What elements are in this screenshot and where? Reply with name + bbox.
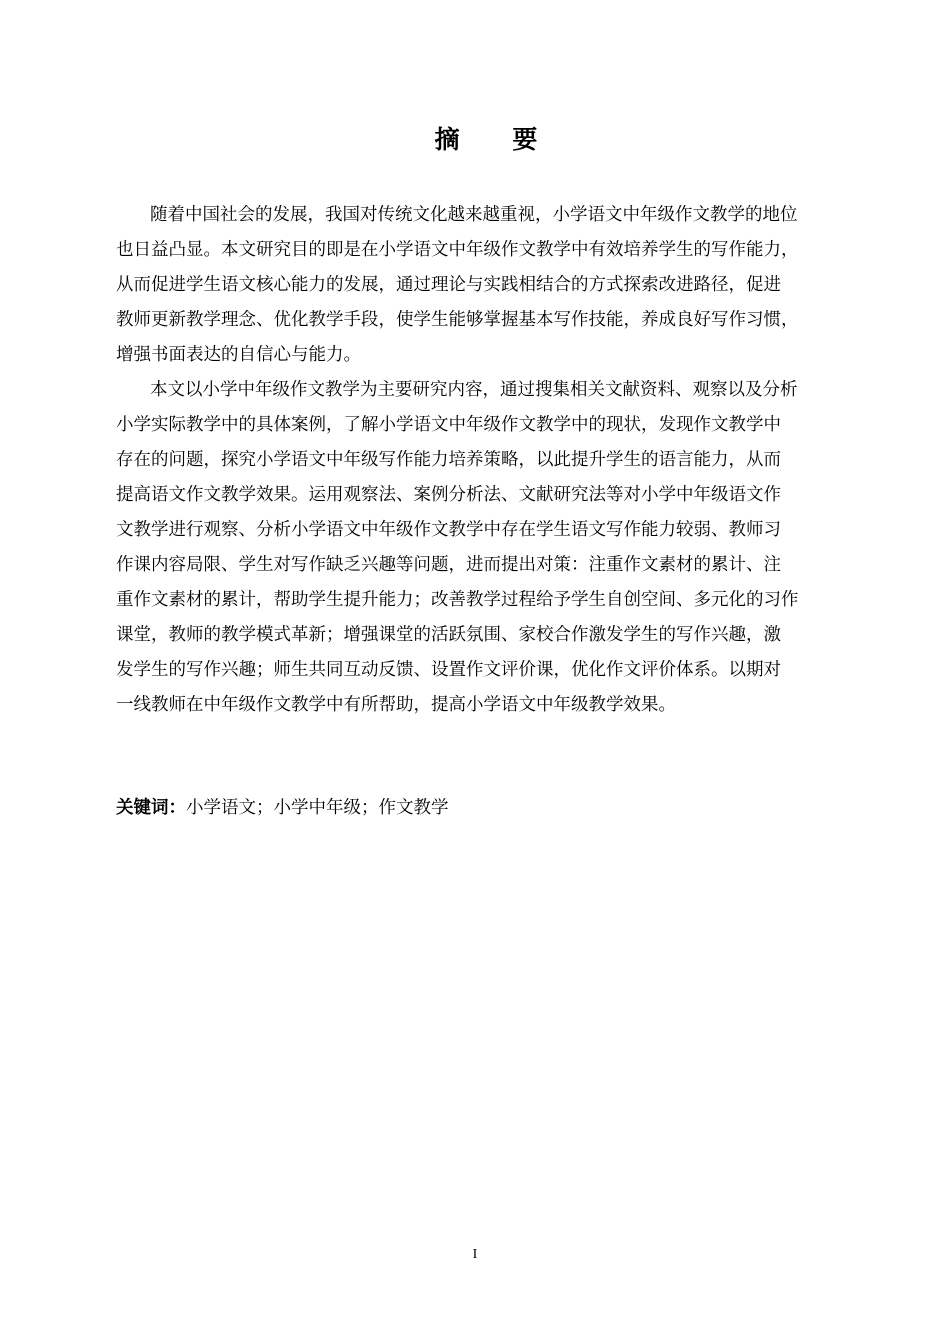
paragraph2-line: 小学实际教学中的具体案例，了解小学语文中年级作文教学中的现状，发现作文教学中: [116, 415, 781, 435]
paragraph1-line: 随着中国社会的发展，我国对传统文化越来越重视，小学语文中年级作文教学的地位: [150, 205, 798, 225]
paragraph2-line: 提高语文作文教学效果。运用观察法、案例分析法、文献研究法等对小学中年级语文作: [116, 485, 781, 505]
paragraph2-line: 存在的问题，探究小学语文中年级写作能力培养策略，以此提升学生的语言能力，从而: [116, 450, 781, 470]
paragraph2-line: 一线教师在中年级作文教学中有所帮助，提高小学语文中年级教学效果。: [116, 695, 676, 715]
paragraph2-line: 重作文素材的累计，帮助学生提升能力；改善教学过程给予学生自创空间、多元化的习作: [116, 590, 799, 610]
paragraph2-line: 课堂，教师的教学模式革新；增强课堂的活跃氛围、家校合作激发学生的写作兴趣，激: [116, 625, 781, 645]
abstract-title: 摘 要: [434, 125, 560, 154]
paragraph2-line: 文教学进行观察、分析小学语文中年级作文教学中存在学生语文写作能力较弱、教师习: [116, 520, 781, 540]
keywords-label: 关键词：: [116, 798, 186, 818]
page-number: I: [472, 1247, 478, 1262]
paragraph1-line: 也日益凸显。本文研究目的即是在小学语文中年级作文教学中有效培养学生的写作能力，: [116, 240, 799, 260]
paragraph2-line: 作课内容局限、学生对写作缺乏兴趣等问题，进而提出对策：注重作文素材的累计、注: [116, 555, 781, 575]
keywords: [116, 794, 449, 822]
paragraph1-line: 教师更新教学理念、优化教学手段，使学生能够掌握基本写作技能，养成良好写作习惯，: [116, 310, 799, 330]
paragraph2-line: 发学生的写作兴趣；师生共同互动反馈、设置作文评价课，优化作文评价体系。以期对: [116, 660, 781, 680]
paragraph1-line: 从而促进学生语文核心能力的发展，通过理论与实践相结合的方式探索改进路径，促进: [116, 275, 781, 295]
paragraph1-line: 增强书面表达的自信心与能力。: [116, 345, 361, 365]
keywords-value: 小学语文；小学中年级；作文教学: [186, 798, 449, 818]
paragraph2-line: 本文以小学中年级作文教学为主要研究内容，通过搜集相关文献资料、观察以及分析: [150, 380, 798, 400]
